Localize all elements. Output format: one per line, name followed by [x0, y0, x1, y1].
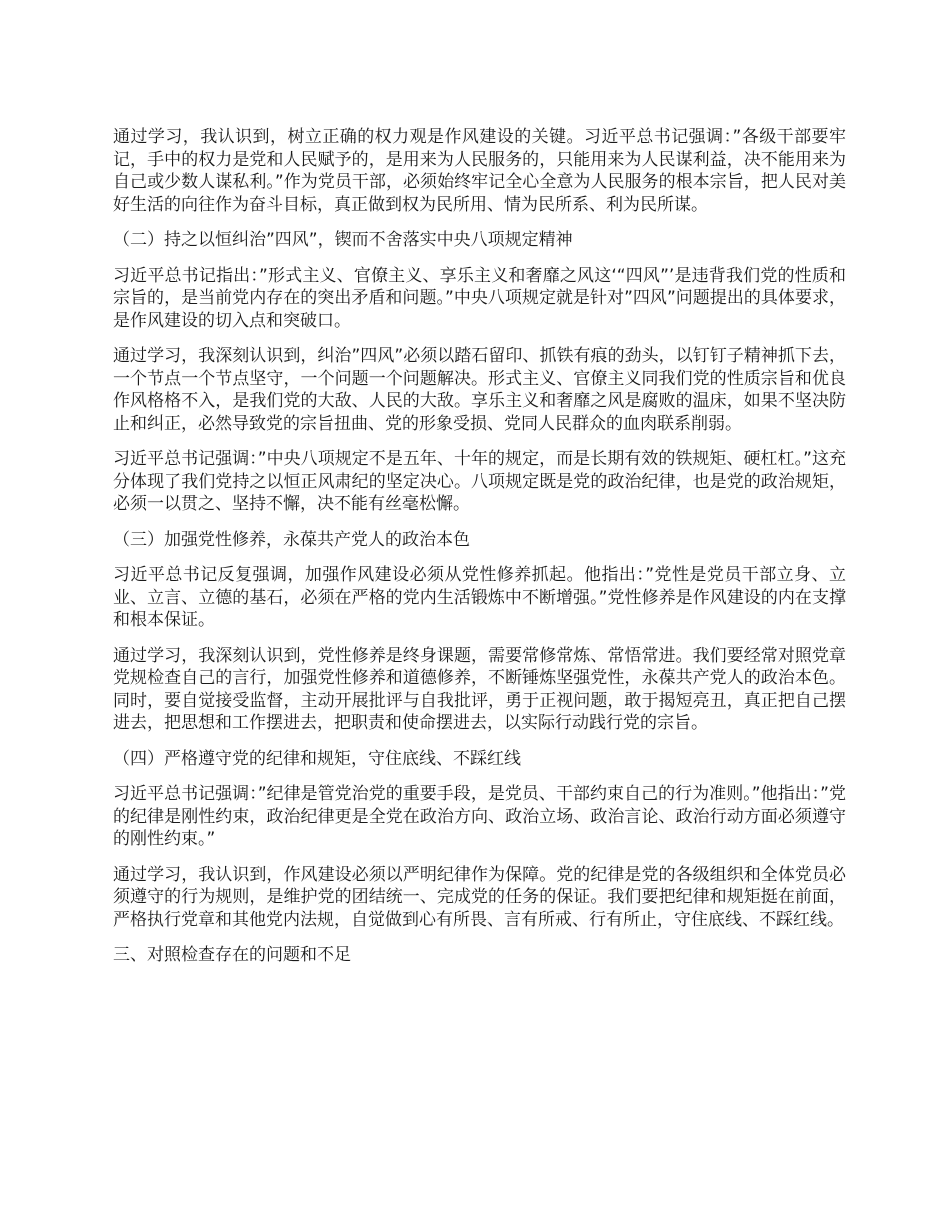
- paragraph: 习近平总书记强调：”纪律是管党治党的重要手段，是党员、干部约束自己的行为准则。”他指出：”党的纪律是刚性约束，政治纪律更是全党在政治方向、政治立场、政治言论、政治行动方面必须遵守的刚性约束。”: [113, 784, 846, 849]
- document-body: [113, 126, 846, 980]
- section-heading: （三）加强党性修养，永葆共产党人的政治本色: [113, 529, 470, 550]
- section-heading: 三、对照检查存在的问题和不足: [113, 945, 351, 965]
- section-heading: （四）严格遵守党的纪律和规矩，守住底线、不踩红线: [113, 748, 521, 769]
- paragraph: 通过学习，我认识到，作风建设必须以严明纪律作为保障。党的纪律是党的各级组织和全体党员必须遵守的行为规则，是维护党的团结统一、完成党的任务的保证。我们要把纪律和规矩挺在前面，严格执行党章和其他党内法规，自觉做到心有所畏、言有所戒、行有所止，守住底线、不踩红线。: [113, 864, 846, 930]
- paragraph: 习近平总书记强调：”中央八项规定不是五年、十年的规定，而是长期有效的铁规矩、硬杠杠。”这充分体现了我们党持之以恒正风肃纪的坚定决心。八项规定既是党的政治纪律，也是党的政治规矩，必须一以贯之、坚持不懈，决不能有丝毫松懈。: [113, 449, 846, 514]
- paragraph: 习近平总书记反复强调，加强作风建设必须从党性修养抓起。他指出：”党性是党员干部立身、立业、立言、立德的基石，必须在严格的党内生活锻炼中不断增强。”党性修养是作风建设的内在支撑和根本保证。: [113, 565, 846, 630]
- paragraph: 习近平总书记指出：”形式主义、官僚主义、享乐主义和奢靡之风这‘“四风”’是违背我们党的性质和宗旨的，是当前党内存在的突出矛盾和问题。”中央八项规定就是针对”四风”问题提出的具体要求，是作风建设的切入点和突破口。: [113, 265, 846, 331]
- paragraph: 通过学习，我深刻认识到，党性修养是终身课题，需要常修常炼、常悟常进。我们要经常对照党章党规检查自己的言行，加强党性修养和道德修养，不断锤炼坚强党性，永葆共产党人的政治本色。同时，要自觉接受监督，主动开展批评与自我批评，勇于正视问题，敢于揭短亮丑，真正把自己摆进去，把思想和工作摆进去，把职责和使命摆进去，以实际行动践行党的宗旨。: [113, 645, 846, 733]
- paragraph: 通过学习，我认识到，树立正确的权力观是作风建设的关键。习近平总书记强调：”各级干部要牢记，手中的权力是党和人民赋予的，是用来为人民服务的，只能用来为人民谋利益，决不能用来为自己或少数人谋私利。”作为党员干部，必须始终牢记全心全意为人民服务的根本宗旨，把人民对美好生活的向往作为奋斗目标，真正做到权为民所用、情为民所系、利为民所谋。: [113, 127, 846, 215]
- section-heading: （二）持之以恒纠治”四风”，锲而不舍落实中央八项规定精神: [113, 230, 573, 250]
- paragraph: 通过学习，我深刻认识到，纠治”四风”必须以踏石留印、抓铁有痕的劲头，以钉钉子精神抓下去，一个节点一个节点坚守，一个问题一个问题解决。形式主义、官僚主义同我们党的性质宗旨和优良作风格格不入，是我们党的大敌、人民的大敌。享乐主义和奢靡之风是腐败的温床，如果不坚决防止和纠正，必然导致党的宗旨扭曲、党的形象受损、党同人民群众的血肉联系削弱。: [113, 346, 846, 434]
